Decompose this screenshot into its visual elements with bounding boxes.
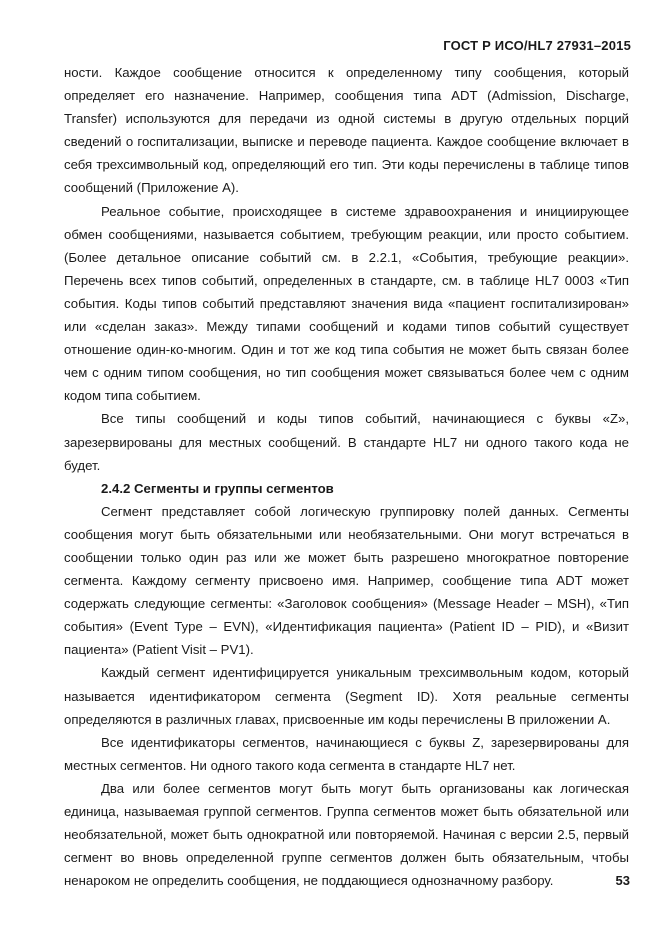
paragraph-continuation: ности. Каждое сообщение относится к определенному типу сообщения, который определяет его назначение. Например, сообщения типа ADT (Admission, Discharge, Transfer) используются для передачи из одной системы в другую отдельных порций сведений о госпитализации, выписке и переводе пациента. Каждое сообщение включает в себя трехсимвольный код, определяющий его тип. Эти коды перечислены в таблице типов сообщений (Приложение А). bbox=[64, 65, 629, 196]
page-body bbox=[64, 61, 629, 892]
page-number: 53 bbox=[615, 873, 630, 888]
paragraph-segment-groups: Два или более сегментов могут быть могут быть организованы как логическая единица, называемая группой сегментов. Группа сегментов может быть обязательной или необязательной, может быть однократной или повторяемой. Начиная с версии 2.5, первый сегмент во вновь определенной группе сегментов должен быть обязательным, чтобы ненароком не определить сообщения, не поддающиеся однозначному разбору. bbox=[64, 780, 629, 889]
standard-header: ГОСТ Р ИСО/HL7 27931–2015 bbox=[443, 38, 631, 53]
section-heading: 2.4.2 Сегменты и группы сегментов bbox=[101, 480, 334, 496]
paragraph-z-codes: Все типы сообщений и коды типов событий, начинающиеся с буквы «Z», зарезервированы для местных сообщений. В стандарте HL7 ни одного такого кода не будет. bbox=[64, 411, 629, 473]
paragraph-segment-id: Каждый сегмент идентифицируется уникальным трехсимвольным кодом, который называется идентификатором сегмента (Segment ID). Хотя реальные сегменты определяются в различных главах, присвоенные им коды перечислены В приложении А. bbox=[64, 665, 629, 727]
paragraph-segments: Сегмент представляет собой логическую группировку полей данных. Сегменты сообщения могут быть обязательными или необязательными. Они могут встречаться в сообщении только один раз или же может быть разрешено многократное повторение сегмента. Каждому сегменту присвоено имя. Например, сообщение типа ADT может содержать следующие сегменты: «Заголовок сообщения» (Message Header – MSH), «Тип события» (Event Type – EVN), «Идентификация пациента» (Patient ID – PID), и «Визит пациента» (Patient Visit – PV1). bbox=[64, 503, 629, 658]
paragraph-z-segments: Все идентификаторы сегментов, начинающиеся с буквы Z, зарезервированы для местных сегментов. Ни одного такого кода сегмента в стандарте HL7 нет. bbox=[64, 734, 629, 773]
paragraph-events: Реальное событие, происходящее в системе здравоохранения и инициирующее обмен сообщениями, называется событием, требующим реакции, или просто событием. (Более детальное описание событий см. в 2.2.1, «События, требующие реакции». Перечень всех типов событий, определенных в стандарте, см. в таблице HL7 0003 «Тип события. Коды типов событий представляют значения вида «пациент госпитализирован» или «сделан заказ». Между типами сообщений и кодами типов событий существует отношение один-ко-многим. Один и тот же код типа события не может быть связан более чем с одним типом сообщения, но тип сообщения может связываться более чем с одним кодом типа событием. bbox=[64, 203, 629, 404]
